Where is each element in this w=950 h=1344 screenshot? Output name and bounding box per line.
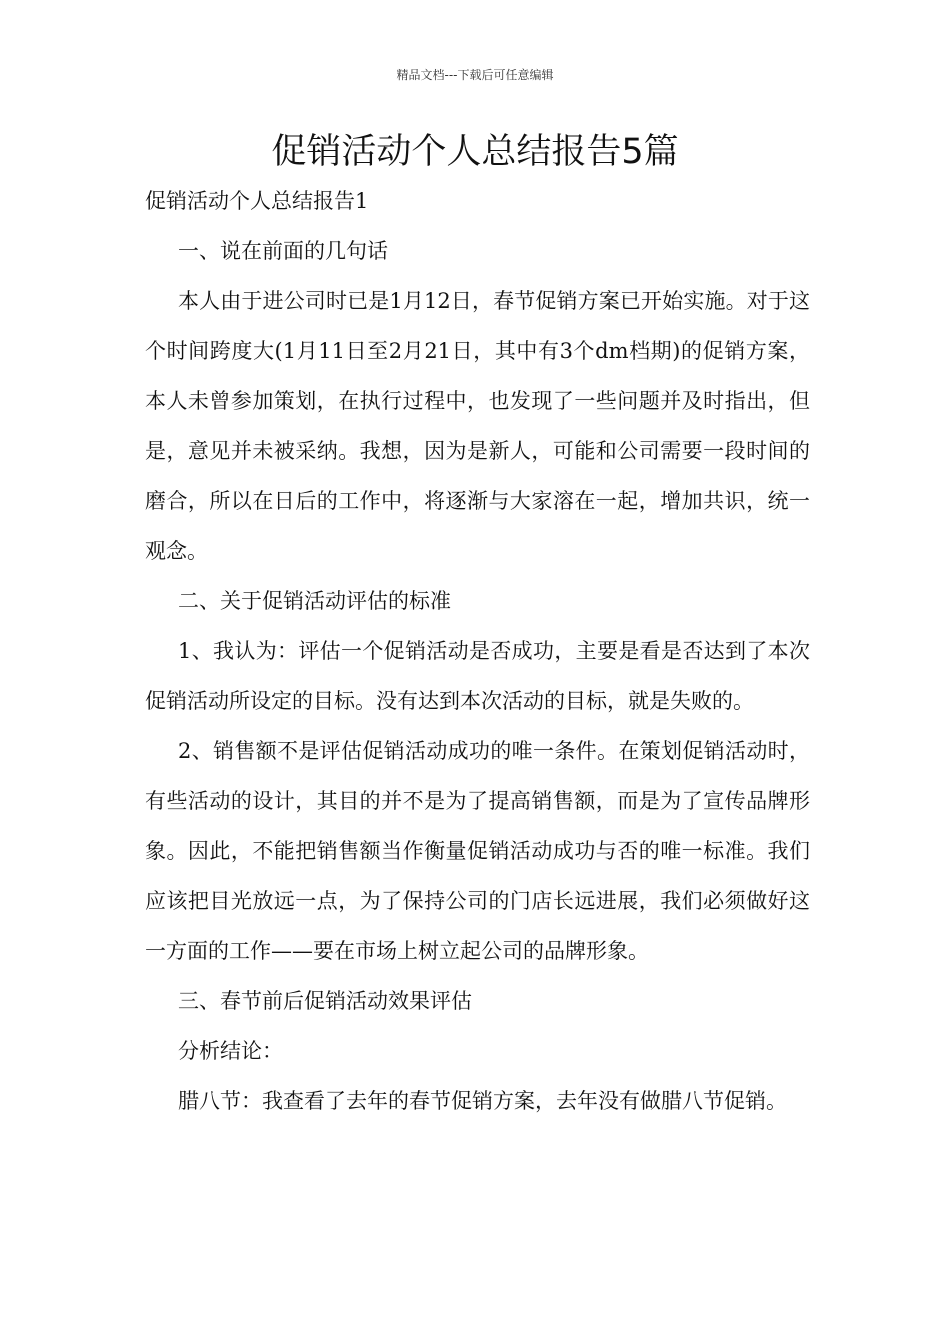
section-heading-1: 一、说在前面的几句话 <box>178 239 388 263</box>
section-heading-2: 二、关于促销活动评估的标准 <box>178 589 451 613</box>
section-heading-3: 三、春节前后促销活动效果评估 <box>178 989 472 1013</box>
body-paragraph-intro: 本人由于进公司时已是1月12日，春节促销方案已开始实施。对于这个时间跨度大(1月11日至2月21日，其中有3个dm档期)的促销方案，本人未曾参加策划，在执行过程中，也发现了一些问题并及时指出，但是，意见并未被采纳。我想，因为是新人，可能和公司需要一段时间的磨合，所以在日后的工作中，将逐渐与大家溶在一起，增加共识，统一观念。 <box>145 289 810 563</box>
document-body <box>145 176 810 1126</box>
body-paragraph-laba: 腊八节：我查看了去年的春节促销方案，去年没有做腊八节促销。 <box>178 1089 787 1113</box>
body-paragraph-standard-2: 2、销售额不是评估促销活动成功的唯一条件。在策划促销活动时，有些活动的设计，其目的并不是为了提高销售额，而是为了宣传品牌形象。因此，不能把销售额当作衡量促销活动成功与否的唯一标准。我们应该把目光放远一点，为了保持公司的门店长远进展，我们必须做好这一方面的工作——要在市场上树立起公司的品牌形象。 <box>145 739 810 963</box>
body-paragraph-standard-1: 1、我认为：评估一个促销活动是否成功，主要是看是否达到了本次促销活动所设定的目标。没有达到本次活动的目标，就是失败的。 <box>145 639 810 713</box>
analysis-label: 分析结论： <box>178 1039 283 1063</box>
subtitle-paragraph: 促销活动个人总结报告1 <box>145 189 369 213</box>
document-title: 促销活动个人总结报告5篇 <box>271 132 679 172</box>
page-header-note: 精品文档---下载后可任意编辑 <box>396 68 554 82</box>
